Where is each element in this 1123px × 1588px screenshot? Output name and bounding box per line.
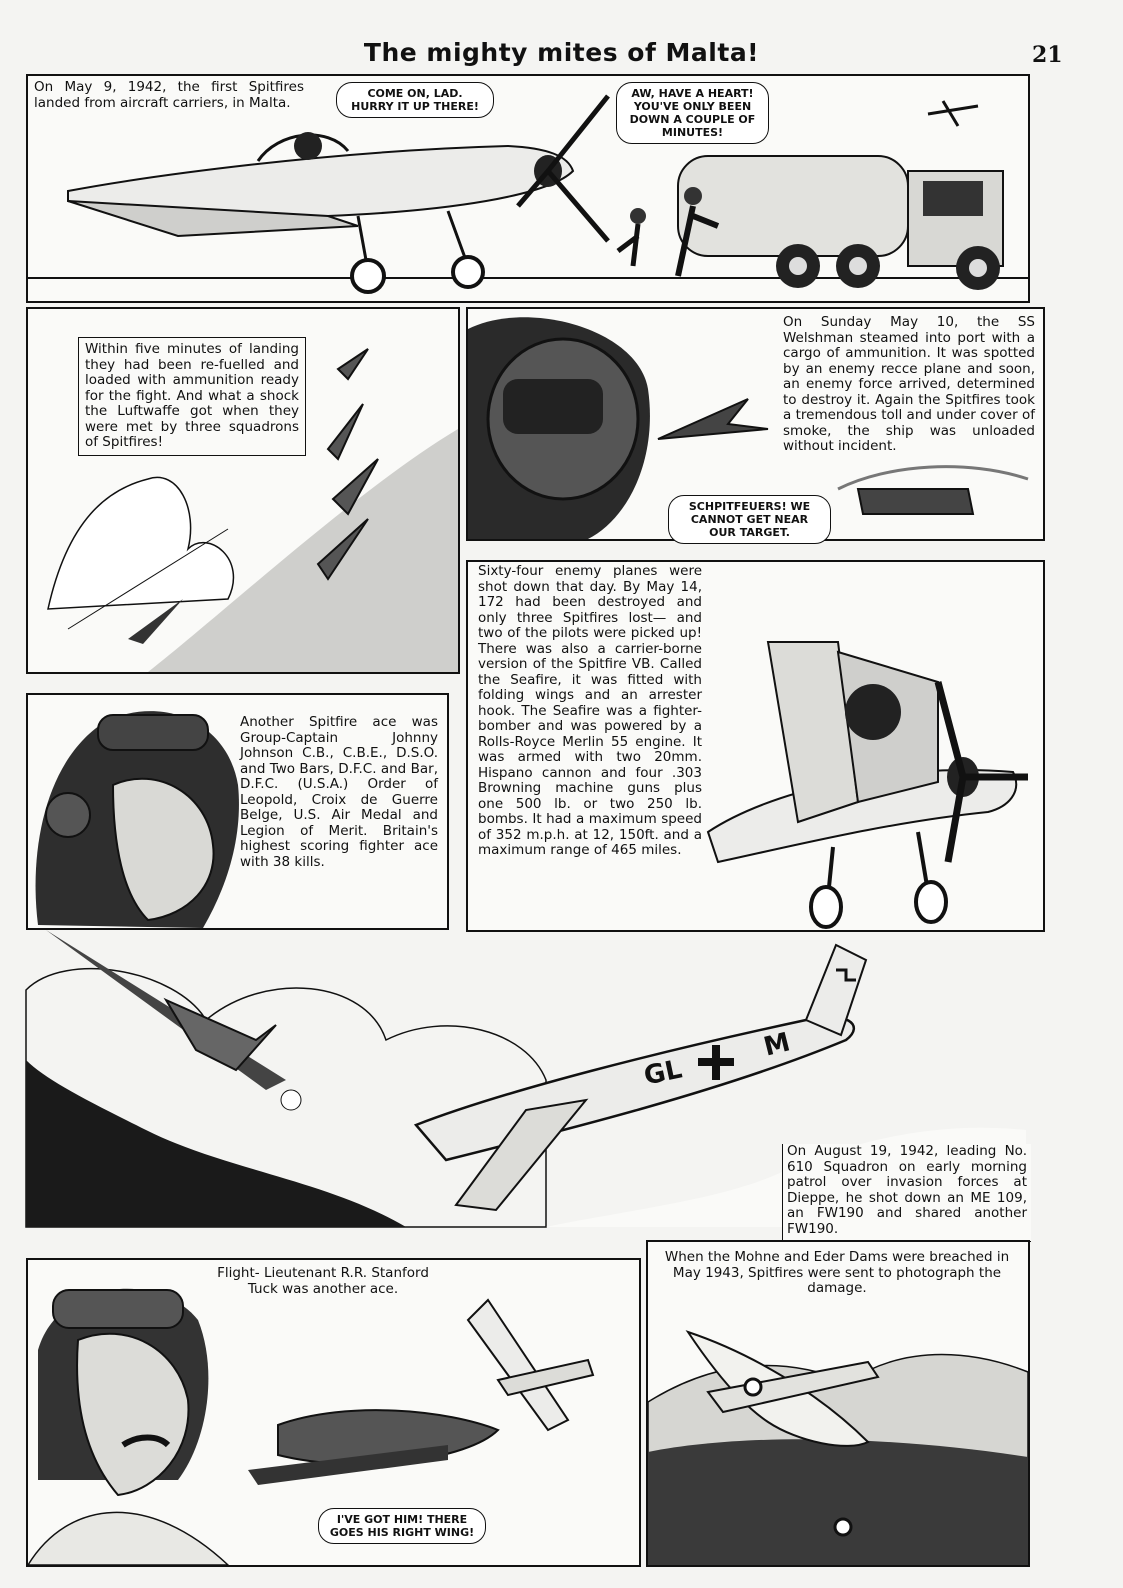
speech-bubble-have-a-heart: AW, HAVE A HEART! YOU'VE ONLY BEEN DOWN A COUPLE OF MINUTES! — [616, 82, 769, 144]
speech-bubble-got-him: I'VE GOT HIM! THERE GOES HIS RIGHT WING! — [318, 1508, 486, 1544]
plane-marking-gl: GL — [641, 1054, 685, 1092]
speech-bubble-hurry: COME ON, LAD. HURRY IT UP THERE! — [336, 82, 494, 118]
page-title: The mighty mites of Malta! — [363, 38, 760, 67]
caption-welshman: On Sunday May 10, the SS Welshman steamed into port with a cargo of ammunition. It was spotted by an enemy recce plane and soon, an enemy force arrived, determined to destroy it. Again the Spitfires took a tremendous toll and under cover of smoke, the ship was unloaded without incident. — [783, 314, 1035, 454]
caption-malta-landing: On May 9, 1942, the first Spitfires landed from aircraft carriers, in Malta. — [34, 79, 304, 111]
panel-welshman — [466, 307, 1045, 541]
caption-seafire: Sixty-four enemy planes were shot down that day. By May 14, 172 had been destroyed and only three Spitfires lost— and two of the pilots were picked up! There was also a carrier-borne version of the Spitfire VB. Called the Seafire, it was fitted with folding wings and an arrester hook. The Seafire was a fighter-bomber and was powered by a Rolls-Royce Merlin 55 engine. It was armed with two 20mm. Hispano cannon and four .303 Browning machine guns plus one 500 lb. or two 250 lb. bombs. It had a maximum speed of 352 m.p.h. at 12, 150ft. and a maximum range of 465 miles. — [478, 563, 702, 858]
panel-johnny-johnson — [26, 693, 449, 930]
page-number: 21 — [1032, 42, 1063, 68]
panel-spitfires-dive — [26, 307, 460, 674]
caption-dieppe: On August 19, 1942, leading No. 610 Squadron on early morning patrol over invasion forces at Dieppe, he shot down an ME 109, an FW190 and shared another FW190. — [782, 1144, 1031, 1242]
caption-johnny-johnson: Another Spitfire ace was Group-Captain Johnny Johnson C.B., C.B.E., D.S.O. and Two Bars, D.F.C. and Bar, D.F.C. (U.S.A.) Order of Leopold, Croix de Guerre Belge, U.S. Air Medal and Legion of Merit. Britain's highest scoring fighter ace with 38 kills. — [240, 714, 438, 870]
panel-stanford-tuck — [26, 1258, 641, 1567]
panel-dams — [646, 1240, 1030, 1567]
panel-seafire — [466, 560, 1045, 932]
panel-dieppe — [26, 930, 1027, 1237]
plane-marking-m: M — [760, 1027, 794, 1063]
caption-dams: When the Mohne and Eder Dams were breached in May 1943, Spitfires were sent to photograph the damage. — [664, 1249, 1010, 1296]
caption-refuelled: Within five minutes of landing they had been re-fuelled and loaded with ammunition ready for the fight. And what a shock the Luftwaffe got when they were met by three squadrons of Spitfires! — [78, 337, 306, 456]
caption-stanford-tuck: Flight- Lieutenant R.R. Stanford Tuck was another ace. — [217, 1265, 429, 1297]
panel-spitfire-refuel — [26, 74, 1030, 303]
speech-bubble-schpitfeuers: SCHPITFEUERS! WE CANNOT GET NEAR OUR TARGET. — [668, 495, 831, 544]
